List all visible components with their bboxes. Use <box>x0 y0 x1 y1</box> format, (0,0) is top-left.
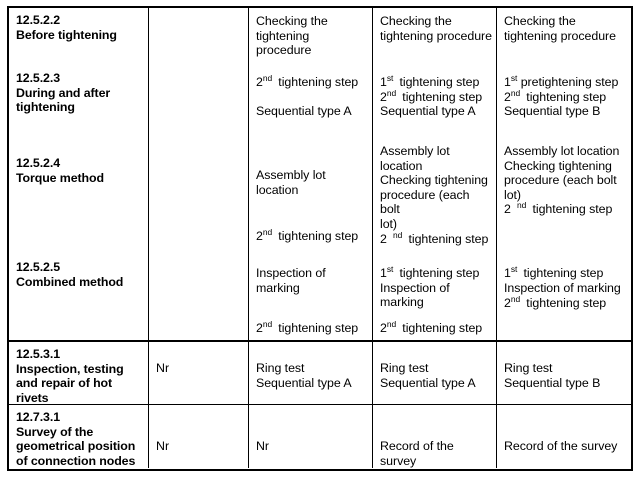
clause-cell <box>9 8 149 340</box>
text-line: tightening procedure <box>380 28 492 43</box>
text-line: Record of the survey <box>504 439 618 453</box>
ordinal-suffix: st <box>510 263 518 274</box>
text-line <box>380 87 492 105</box>
text-line <box>380 72 492 90</box>
ordinal-number: 2 <box>504 89 511 104</box>
text-block <box>380 318 492 336</box>
clause-title: Torque method <box>16 170 104 185</box>
clause-title-line: rivets <box>16 390 49 404</box>
clause-number: 12.5.3.1 <box>16 347 60 361</box>
text-line: location <box>256 182 299 197</box>
text-line: Assembly lot location <box>380 144 450 173</box>
text-line <box>504 293 626 311</box>
ordinal-suffix: nd <box>386 318 397 329</box>
clause-block-12-5-2-4 <box>16 156 144 185</box>
ordinal-number: 1 <box>504 75 511 89</box>
text-line: tightening procedure <box>504 28 616 43</box>
ordinal-suffix: nd <box>510 87 521 98</box>
text-block <box>256 266 368 295</box>
clause-block-12-5-3-1 <box>16 347 142 404</box>
method-cell-4 <box>373 405 497 468</box>
ordinal-suffix: st <box>386 263 394 274</box>
text-line <box>504 263 626 281</box>
table-row <box>9 340 631 404</box>
nr-value: Nr <box>156 361 170 375</box>
clause-title-line: and repair of hot <box>16 376 113 391</box>
text-line: Sequential type A <box>256 375 352 390</box>
ordinal-suffix: nd <box>262 318 273 329</box>
text-block <box>380 14 492 43</box>
text-block <box>256 361 366 390</box>
text-line: Record of the survey <box>380 439 454 468</box>
clause-title-line: Survey of the <box>16 424 94 439</box>
text-line: Sequential type A <box>380 104 476 119</box>
text-line: Ring test <box>256 361 305 375</box>
nr-value: Nr <box>156 439 170 453</box>
clause-block-12-5-2-3 <box>16 71 144 115</box>
text-block <box>504 72 626 119</box>
ordinal-number: 2 <box>256 75 263 89</box>
text-line <box>256 72 368 90</box>
ordinal-suffix: st <box>386 72 394 83</box>
text-rest: tightening step <box>526 296 607 310</box>
method-cell-4 <box>373 342 497 404</box>
text-line: Checking the <box>504 14 576 28</box>
text-line: Sequential type B <box>504 375 601 390</box>
clause-title: Before tightening <box>16 27 117 42</box>
text-line <box>256 318 368 336</box>
text-line: Checking the <box>380 14 452 28</box>
text-line <box>504 72 626 90</box>
table-row <box>9 8 631 340</box>
clause-title-line: geometrical position <box>16 439 136 454</box>
ordinal-number: 2 <box>504 202 511 217</box>
clause-number: 12.5.2.4 <box>16 156 60 170</box>
ordinal-number: 1 <box>380 266 387 280</box>
ordinal-number: 2 <box>380 89 387 104</box>
text-block <box>256 72 368 90</box>
text-rest: tightening step <box>402 89 483 104</box>
clause-number: 12.5.2.5 <box>16 260 60 274</box>
text-rest: tightening step <box>278 229 359 243</box>
text-block <box>256 14 368 58</box>
clause-block-12-5-2-2 <box>16 13 144 42</box>
text-line: Ring test <box>504 361 553 375</box>
text-rest: tightening step <box>408 231 489 246</box>
text-rest: pretightening step <box>520 75 619 89</box>
text-line <box>380 263 492 281</box>
text-block <box>256 318 368 336</box>
text-rest: tightening step <box>278 321 359 335</box>
clause-number: 12.7.3.1 <box>16 410 60 424</box>
ordinal-number: 1 <box>504 266 511 280</box>
method-cell-empty <box>149 342 249 404</box>
method-cell-3 <box>249 405 373 468</box>
ordinal-suffix: nd <box>386 87 397 98</box>
text-block <box>380 72 492 119</box>
ordinal-suffix: nd <box>510 293 521 304</box>
clause-title-line: Inspection, testing <box>16 361 124 376</box>
text-line <box>504 202 626 217</box>
text-line <box>380 229 492 247</box>
text-line: Sequential type B <box>504 104 601 119</box>
text-line: Sequential type A <box>380 375 476 390</box>
method-cell-empty <box>149 8 249 340</box>
text-line: marking <box>256 280 300 295</box>
text-block <box>380 361 490 390</box>
text-line: procedure (each bolt <box>380 187 470 217</box>
ordinal-suffix: nd <box>393 229 403 240</box>
ordinal-number: 1 <box>380 75 387 89</box>
ordinal-suffix: nd <box>517 200 527 211</box>
text-line: Inspection of marking <box>380 280 450 310</box>
text-block <box>380 263 492 310</box>
clause-block-12-7-3-1 <box>16 410 142 468</box>
text-block <box>504 14 626 43</box>
text-line <box>256 226 368 244</box>
nr-value: Nr <box>256 439 269 453</box>
ordinal-suffix: nd <box>262 226 273 237</box>
text-rest: tightening step <box>399 266 480 280</box>
ordinal-number: 2 <box>256 229 263 243</box>
text-rest: tightening step <box>278 75 359 89</box>
text-line: procedure (each bolt <box>504 173 617 188</box>
text-line: Checking tightening <box>504 158 612 173</box>
text-line: Checking tightening <box>380 173 488 188</box>
text-line: procedure <box>256 43 312 58</box>
ordinal-suffix: st <box>510 72 518 83</box>
method-cell-5 <box>497 405 630 468</box>
text-rest: tightening step <box>402 321 483 335</box>
clause-number: 12.5.2.3 <box>16 71 60 85</box>
text-block <box>504 144 626 217</box>
clause-cell <box>9 342 149 404</box>
text-line: Assembly lot <box>256 168 326 182</box>
text-line: lot) <box>504 187 522 202</box>
text-rest: tightening step <box>523 266 604 280</box>
method-cell-4 <box>373 8 497 340</box>
requirements-table <box>7 6 633 471</box>
text-block <box>504 293 626 311</box>
text-block <box>256 168 368 197</box>
clause-title: Combined method <box>16 274 124 289</box>
text-line <box>504 87 626 105</box>
table-row <box>9 404 631 468</box>
clause-number: 12.5.2.2 <box>16 13 60 27</box>
ordinal-number: 2 <box>504 296 511 310</box>
text-block <box>504 361 624 390</box>
text-line: Inspection of marking <box>504 280 621 295</box>
text-line: Ring test <box>380 361 429 375</box>
clause-cell <box>9 405 149 468</box>
text-block <box>504 263 626 295</box>
method-cell-3 <box>249 8 373 340</box>
text-rest: tightening step <box>532 202 613 217</box>
text-line: tightening <box>256 28 310 43</box>
text-line: Checking the <box>256 14 328 28</box>
text-rest: tightening step <box>399 75 480 89</box>
method-cell-5 <box>497 8 630 340</box>
text-line: Sequential type A <box>256 104 352 118</box>
text-block <box>256 104 368 119</box>
method-cell-3 <box>249 342 373 404</box>
text-line <box>380 318 492 336</box>
clause-title-line: of connection nodes <box>16 453 136 468</box>
method-cell-5 <box>497 342 630 404</box>
text-rest: tightening step <box>526 89 607 104</box>
ordinal-number: 2 <box>380 321 387 335</box>
text-line: lot) <box>380 216 398 231</box>
text-line: Inspection of <box>256 266 326 280</box>
text-block <box>256 226 368 244</box>
ordinal-number: 2 <box>256 321 263 335</box>
clause-block-12-5-2-5 <box>16 260 144 289</box>
ordinal-suffix: nd <box>262 72 273 83</box>
text-block <box>380 144 492 246</box>
ordinal-number: 2 <box>380 231 387 246</box>
clause-title: During and after tightening <box>16 85 111 115</box>
method-cell-empty <box>149 405 249 468</box>
text-line: Assembly lot location <box>504 144 620 158</box>
